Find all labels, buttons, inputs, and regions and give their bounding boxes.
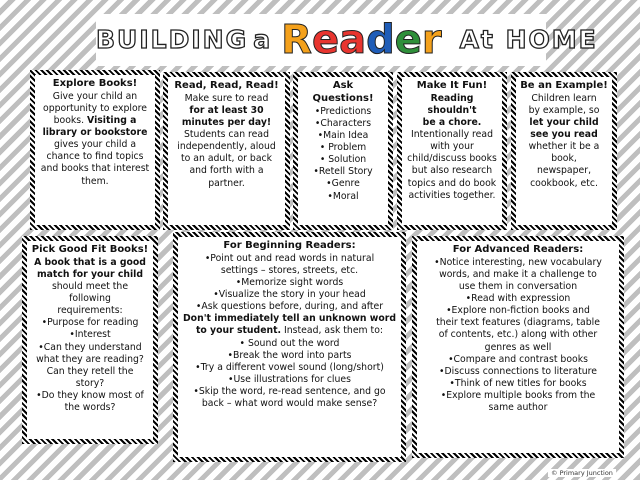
card-line-text: story? [75, 377, 105, 389]
card-line [38, 139, 152, 151]
card-title: Be an Example! [520, 80, 608, 91]
card-line [301, 130, 385, 142]
card-line [519, 141, 609, 153]
title-reader [281, 17, 455, 63]
card-title: For Beginning Readers: [223, 240, 356, 251]
card-line-text: •Retell Story [313, 166, 373, 178]
card-line [181, 350, 398, 362]
card-line [301, 178, 385, 190]
card-line [171, 105, 282, 117]
card-line-text: •Try a different vowel sound (long/short) [195, 361, 384, 373]
card-line [405, 141, 499, 153]
card-line [38, 176, 152, 188]
card-ask-questions [293, 72, 393, 230]
card-line [30, 281, 150, 305]
card-line [420, 281, 616, 293]
card-line [519, 105, 609, 117]
card-line [301, 191, 385, 203]
card-line [519, 117, 609, 129]
card-line-text: Don't immediately tell an unknown word [182, 313, 397, 325]
card-line [30, 269, 150, 281]
card-line [181, 325, 398, 337]
card-line [30, 317, 150, 329]
card-line [420, 366, 616, 378]
card-line [420, 378, 616, 390]
card-beginning-readers [173, 232, 406, 462]
card-line [420, 354, 616, 366]
title-reader-letter: e [394, 17, 422, 63]
card-line [171, 178, 282, 190]
card-line-text: be a chore. [422, 117, 482, 129]
card-line [171, 93, 282, 105]
card-line-text: to an adult, or back [180, 153, 273, 165]
card-line [519, 165, 609, 177]
card-line-text: same author [488, 401, 548, 413]
card-line-text: •Skip the word, re-read sentence, and go [193, 385, 386, 397]
card-line-text: •Ask questions before, during, and after [195, 301, 384, 313]
card-line [30, 390, 150, 402]
card-line [181, 289, 398, 301]
copyright: © Primary Junction [548, 469, 616, 477]
card-line-text: •Point out and read words in natural [204, 253, 375, 264]
card-line-text: settings – stores, streets, etc. [220, 265, 359, 277]
card-line-text: whether it be a [528, 141, 600, 153]
card-line-text: •Predictions [314, 106, 372, 117]
card-line-text: words, and make it a challenge to [439, 269, 597, 281]
card-line [171, 165, 282, 177]
card-line-text: • Sound out the word [239, 337, 340, 349]
card-line-text: •Explore non-fiction books and [446, 305, 590, 317]
card-line [181, 398, 398, 410]
card-line [171, 141, 282, 153]
card-advanced-readers [412, 236, 624, 458]
card-line [420, 390, 616, 402]
card-line [420, 305, 616, 317]
card-line-text: library or bookstore [42, 127, 148, 139]
card-title: Pick Good Fit Books! [31, 244, 149, 255]
card-line-text: activities together. [408, 189, 496, 201]
card-line-text: •Interest [69, 329, 111, 341]
card-line [171, 153, 282, 165]
card-line [420, 317, 616, 329]
card-title: Read, Read, Read! [174, 80, 279, 91]
card-line-text: •Use illustrations for clues [228, 373, 351, 385]
card-line-text: back – what word would make sense? [201, 397, 378, 409]
card-line-text: •Do they know most of [36, 389, 144, 401]
card-line-text: see you read [530, 129, 598, 141]
card-line-text: match for your child [36, 269, 144, 281]
card-line [38, 103, 152, 115]
card-line-text: and forth with a [189, 165, 264, 177]
card-line [30, 305, 150, 317]
card-line [38, 163, 152, 175]
card-line [181, 386, 398, 398]
card-line-text: for at least 30 [189, 105, 264, 117]
card-line-text: cookbook, etc. [530, 177, 598, 189]
card-line [181, 338, 398, 350]
card-line-text: books. [53, 115, 88, 127]
card-line-text: •Moral [327, 190, 359, 202]
card-line-text: to your student. [195, 325, 282, 337]
card-line [301, 106, 385, 118]
card-line-text: them. [81, 175, 109, 187]
card-line-text: Can they retell the [46, 365, 134, 377]
card-line-text: by example, so [528, 105, 600, 117]
card-line [171, 129, 282, 141]
card-line-text: Reading shouldn't [427, 93, 477, 117]
card-line-text: Give your child an [52, 91, 138, 102]
card-line [519, 153, 609, 165]
card-line [405, 117, 499, 129]
card-explore-books [30, 70, 160, 230]
title-reader-letter: e [311, 17, 340, 63]
card-line [301, 154, 385, 166]
card-line [30, 257, 150, 269]
card-line [301, 142, 385, 154]
card-line-text: •Discuss connections to literature [439, 365, 597, 377]
title-reader-letter: d [366, 17, 395, 63]
card-line [405, 153, 499, 165]
card-line-text: •Think of new titles for books [449, 377, 587, 389]
card-line-text: and books that interest [40, 163, 150, 175]
card-line [30, 354, 150, 366]
card-line-text: child/discuss books [407, 153, 497, 165]
card-line [519, 178, 609, 190]
card-line [420, 293, 616, 305]
title-building: BUILDING [96, 25, 249, 54]
card-line [181, 265, 398, 277]
poster-title [96, 14, 598, 66]
card-line-text: requirements: [57, 305, 123, 317]
card-make-it-fun [397, 72, 507, 230]
card-line [30, 378, 150, 390]
card-line [38, 115, 152, 127]
card-line-text: Children learn [531, 93, 597, 104]
card-line-text: independently, aloud [177, 141, 276, 153]
card-line [181, 313, 398, 325]
card-line-text: •Break the word into parts [227, 349, 352, 361]
card-line-text: let your child [529, 117, 599, 129]
card-line [420, 329, 616, 341]
card-line [519, 129, 609, 141]
card-line-bold: Visiting a [87, 115, 137, 127]
card-line-text: •Main Idea [317, 130, 369, 142]
card-line [420, 257, 616, 269]
card-line-text: with your [430, 141, 474, 153]
card-title: For Advanced Readers: [452, 244, 584, 255]
card-line-text: Make sure to read [184, 93, 269, 104]
card-line-text: • Solution [319, 154, 367, 166]
card-line [38, 91, 152, 103]
card-line [301, 166, 385, 178]
card-line [181, 301, 398, 313]
card-line [181, 277, 398, 289]
card-line-text: Students can read [184, 129, 269, 141]
title-reader-letter: a [339, 17, 367, 63]
card-line-text: •Notice interesting, new vocabulary [434, 257, 602, 268]
card-line-text: gives your child a [53, 139, 137, 151]
card-line-text: •Purpose for reading [41, 317, 139, 329]
card-title: Explore Books! [52, 78, 138, 89]
card-line [38, 127, 152, 139]
card-title: Ask Questions! [312, 80, 374, 104]
card-line-text: •Memorize sight words [235, 277, 344, 289]
card-line [405, 190, 499, 202]
card-line [181, 374, 398, 386]
card-line-text: •Characters [314, 118, 372, 130]
card-line [405, 165, 499, 177]
card-line-plain: Instead, ask them to: [281, 325, 384, 337]
card-line [405, 178, 499, 190]
card-line-text: what they are reading? [36, 353, 144, 365]
card-line [519, 93, 609, 105]
card-line-text: should meet the following [51, 281, 129, 305]
card-line [301, 118, 385, 130]
card-line [420, 269, 616, 281]
card-line-text: the words? [64, 401, 116, 413]
card-line [405, 129, 499, 141]
card-line-text: •Visualize the story in your head [213, 289, 366, 301]
card-line [30, 329, 150, 341]
card-line-text: their text features (diagrams, table [436, 317, 600, 329]
card-line-text: •Explore multiple books from the [440, 389, 596, 401]
card-line-text: but also research [411, 165, 493, 177]
card-line [38, 151, 152, 163]
card-line-text: Intentionally read [411, 129, 493, 141]
title-reader-letter: r [421, 17, 442, 63]
card-line-text: of contents, etc.) along with other [438, 329, 598, 341]
card-line [30, 342, 150, 354]
card-line [181, 253, 398, 265]
card-line-text: •Read with expression [465, 293, 571, 305]
card-line-text: minutes per day! [181, 117, 272, 129]
card-line-text: use them in conversation [458, 281, 578, 293]
card-line [30, 366, 150, 378]
card-line [420, 342, 616, 354]
card-line-text: topics and do book [407, 177, 497, 189]
card-line-text: • Problem [319, 142, 367, 154]
card-line [181, 362, 398, 374]
title-reader-letter: R [281, 17, 312, 63]
card-line-text: •Compare and contrast books [448, 353, 588, 365]
card-line-text: •Genre [326, 178, 360, 190]
card-line [405, 93, 499, 117]
card-line [171, 117, 282, 129]
card-line-text: newspaper, [536, 165, 592, 177]
card-line-text: book, [551, 153, 577, 165]
card-line-text: •Can they understand [38, 341, 142, 353]
card-pick-good-fit-books [22, 236, 158, 444]
title-at-home: At HOME [459, 25, 598, 54]
card-line-text: opportunity to explore [43, 103, 147, 115]
card-line-text: partner. [208, 177, 245, 189]
card-title: Make It Fun! [416, 80, 488, 91]
card-line-text: chance to find topics [46, 151, 144, 163]
card-be-an-example [511, 72, 617, 230]
card-line [30, 402, 150, 414]
card-line-text: genres as well [484, 341, 552, 353]
title-a: a [253, 25, 273, 54]
card-read-read-read [163, 72, 290, 230]
card-line [420, 402, 616, 414]
card-line-text: A book that is a good [34, 257, 146, 268]
